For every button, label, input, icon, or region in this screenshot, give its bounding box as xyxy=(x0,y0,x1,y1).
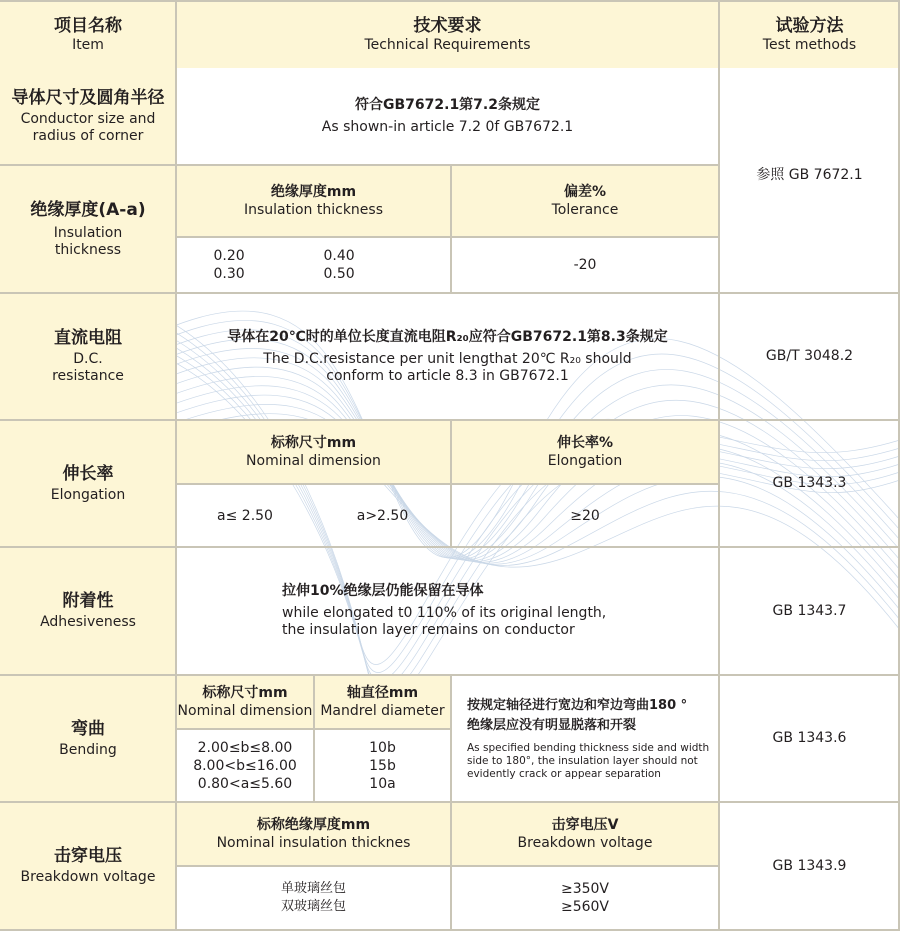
elongation-dim-2-text: a>2.50 xyxy=(356,507,409,524)
dc-method-text: GB/T 3048.2 xyxy=(765,348,854,364)
bending-mandrel: 10b xyxy=(369,739,396,756)
insulation-name xyxy=(0,165,176,292)
conductor-name-en-2: radius of corner xyxy=(32,128,144,144)
insulation-value: 0.50 xyxy=(323,266,355,282)
elongation-name xyxy=(0,420,176,546)
bending-note-zh-1: 按规定轴径进行宽边和窄边弯曲180 ° xyxy=(467,697,688,713)
conductor-requirement xyxy=(176,68,719,164)
elongation-dim-1 xyxy=(176,485,314,546)
elongation-dim-2 xyxy=(314,485,451,546)
adhesive-name-zh: 附着性 xyxy=(62,591,114,611)
insulation-col2-header xyxy=(451,165,719,237)
bending-note-en-1: As specified bending thickness side and width xyxy=(467,741,710,754)
breakdown-col2-en: Breakdown voltage xyxy=(517,835,653,851)
dc-requirement xyxy=(176,293,719,419)
header-item-zh: 项目名称 xyxy=(54,15,122,36)
adhesive-name-en: Adhesiveness xyxy=(40,614,136,630)
elongation-value-text: ≥20 xyxy=(570,507,600,524)
insulation-value: 0.20 xyxy=(213,248,245,264)
breakdown-voltage: ≥350V xyxy=(560,881,610,897)
bending-mandrels xyxy=(314,730,451,801)
bending-col2-en: Mandrel diameter xyxy=(320,703,445,719)
elongation-method xyxy=(719,420,900,546)
elongation-method-text: GB 1343.3 xyxy=(772,475,847,491)
breakdown-method-text: GB 1343.9 xyxy=(772,857,847,874)
breakdown-name xyxy=(0,802,176,929)
bending-method xyxy=(719,675,900,801)
adhesive-method-text: GB 1343.7 xyxy=(772,602,847,619)
insulation-value: 0.30 xyxy=(213,266,245,282)
bending-method-text: GB 1343.6 xyxy=(772,730,847,746)
bending-mandrel: 15b xyxy=(369,757,396,774)
insulation-tolerance xyxy=(451,238,719,292)
bending-name xyxy=(0,675,176,801)
insulation-name-en-1: Insulation xyxy=(53,224,123,241)
breakdown-col1-en: Nominal insulation thicknes xyxy=(216,835,411,851)
conductor-req-zh: 符合GB7672.1第7.2条规定 xyxy=(355,97,540,113)
dc-name-en-1: D.C. xyxy=(73,351,103,367)
header-requirements xyxy=(176,0,719,68)
adhesive-req-en-1: while elongated t0 110% of its original length, xyxy=(282,605,607,621)
dc-method xyxy=(719,293,900,419)
elongation-col2-en: Elongation xyxy=(547,453,623,469)
header-item-en: Item xyxy=(72,36,104,53)
header-req-zh: 技术要求 xyxy=(413,15,482,36)
dc-name-en-2: resistance xyxy=(52,368,124,384)
adhesive-name xyxy=(0,547,176,674)
header-method-zh: 试验方法 xyxy=(775,15,844,36)
bending-note-en-2: side to 180°, the insulation layer should not xyxy=(467,754,698,767)
header-req-en: Technical Requirements xyxy=(364,36,531,53)
header-methods xyxy=(719,0,900,68)
insulation-value: 0.40 xyxy=(323,248,355,264)
bending-name-zh: 弯曲 xyxy=(71,718,105,739)
adhesive-req-en-2: the insulation layer remains on conductor xyxy=(282,622,575,638)
shared-method xyxy=(719,68,900,292)
insulation-values xyxy=(176,238,451,292)
bending-dim: 8.00<b≤16.00 xyxy=(193,757,297,774)
bending-dim: 2.00≤b≤8.00 xyxy=(197,739,293,756)
header-method-en: Test methods xyxy=(762,36,857,53)
conductor-name-en-1: Conductor size and xyxy=(20,111,156,127)
elongation-col1-zh: 标称尺寸mm xyxy=(270,435,357,451)
conductor-req-en: As shown-in article 7.2 0f GB7672.1 xyxy=(321,119,574,135)
elongation-name-zh: 伸长率 xyxy=(62,463,114,484)
breakdown-voltages xyxy=(451,867,719,929)
breakdown-types xyxy=(176,867,451,929)
bending-dims xyxy=(176,730,314,801)
breakdown-col1-header xyxy=(176,802,451,866)
bending-dim: 0.80<a≤5.60 xyxy=(197,775,293,792)
breakdown-type: 单玻璃丝包 xyxy=(280,881,346,896)
breakdown-method xyxy=(719,802,900,929)
elongation-col2-header xyxy=(451,420,719,484)
bending-name-en: Bending xyxy=(59,741,117,758)
conductor-name xyxy=(0,68,176,164)
dc-req-en-1: The D.C.resistance per unit lengthat 20℃ R₂₀ should xyxy=(263,350,632,367)
elongation-col1-header xyxy=(176,420,451,484)
insulation-tolerance-value: -20 xyxy=(573,257,597,273)
insulation-name-zh: 绝缘厚度(A-a) xyxy=(30,199,146,220)
bending-note xyxy=(451,675,719,801)
bending-col2-zh: 轴直径mm xyxy=(346,685,419,701)
bending-col1-zh: 标称尺寸mm xyxy=(202,685,288,701)
breakdown-voltage: ≥560V xyxy=(560,899,610,915)
bending-mandrel: 10a xyxy=(369,775,396,792)
elongation-col1-en: Nominal dimension xyxy=(246,453,381,469)
dc-req-zh: 导体在20℃时的单位长度直流电阻R₂₀应符合GB7672.1第8.3条规定 xyxy=(227,328,668,345)
bending-col1-header xyxy=(176,675,314,729)
breakdown-col1-zh: 标称绝缘厚度mm xyxy=(256,817,371,833)
dc-req-en-2: conform to article 8.3 in GB7672.1 xyxy=(326,367,569,384)
shared-method-text: 参照 GB 7672.1 xyxy=(756,167,863,183)
elongation-col2-zh: 伸长率% xyxy=(556,435,614,451)
breakdown-col2-header xyxy=(451,802,719,866)
conductor-name-zh: 导体尺寸及圆角半径 xyxy=(11,88,165,108)
dc-name xyxy=(0,293,176,419)
insulation-col1-en: Insulation thickness xyxy=(243,202,384,218)
breakdown-type: 双玻璃丝包 xyxy=(280,899,346,914)
adhesive-requirement xyxy=(176,547,719,674)
dc-name-zh: 直流电阻 xyxy=(54,328,122,348)
bending-note-en-3: evidently crack or appear separation xyxy=(467,767,661,780)
elongation-value xyxy=(451,485,719,546)
bending-note-zh-2: 绝缘层应没有明显脱落和开裂 xyxy=(467,717,637,733)
bending-col2-header xyxy=(314,675,451,729)
breakdown-name-en: Breakdown voltage xyxy=(20,869,156,885)
adhesive-method xyxy=(719,547,900,674)
insulation-col1-header xyxy=(176,165,451,237)
insulation-col2-en: Tolerance xyxy=(551,202,619,218)
insulation-col2-zh: 偏差% xyxy=(563,184,607,200)
header-item xyxy=(0,0,176,68)
adhesive-req-zh: 拉伸10%绝缘层仍能保留在导体 xyxy=(282,583,484,599)
elongation-name-en: Elongation xyxy=(50,486,126,503)
insulation-col1-zh: 绝缘厚度mm xyxy=(270,184,357,200)
insulation-name-en-2: thickness xyxy=(54,241,122,258)
breakdown-name-zh: 击穿电压 xyxy=(54,846,122,866)
breakdown-col2-zh: 击穿电压V xyxy=(551,817,619,833)
elongation-dim-1-text: a≤ 2.50 xyxy=(217,507,273,524)
bending-col1-en: Nominal dimension xyxy=(177,703,313,719)
